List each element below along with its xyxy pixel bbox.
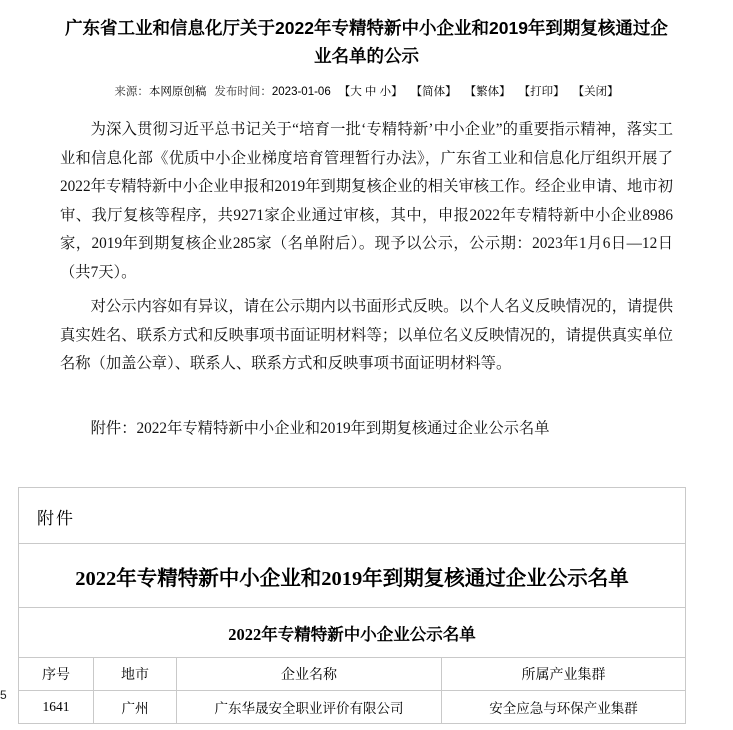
column-header-seq: 序号	[19, 658, 94, 691]
attachment-label: 附件	[19, 488, 685, 544]
print-button[interactable]: 【打印】	[518, 86, 565, 98]
document-meta-bar	[0, 84, 733, 100]
cell-company: 广东华晟安全职业评价有限公司	[177, 691, 442, 724]
publish-date-label: 发布时间：	[214, 86, 272, 98]
paragraph-1: 为深入贯彻习近平总书记关于“培育一批‘专精特新’中小企业”的重要指示精神，落实工业和信息化部《优质中小企业梯度培育管理暂行办法》，广东省工业和信息化厅组织开展了2022年专精特新中小企业申报和2019年到期复核企业的相关审核工作。经企业申请、地市初审、我厅复核等程序，共9271家企业通过审核，其中，申报2022年专精特新中小企业8986家，2019年到期复核企业285家（名单附后）。现予以公示，公示期：2023年1月6日—12日（共7天）。	[60, 121, 673, 281]
attachment-reference: 附件：2022年专精特新中小企业和2019年到期复核通过企业公示名单	[90, 419, 550, 437]
cell-cluster: 安全应急与环保产业集群	[442, 691, 686, 724]
attachment-sheet	[18, 487, 686, 724]
document-body	[0, 100, 733, 545]
column-header-cluster: 所属产业集群	[442, 658, 686, 691]
publish-date-value: 2023-01-06	[271, 86, 331, 98]
enterprise-list-table	[19, 658, 685, 724]
simplified-chinese-toggle[interactable]: 【简体】	[410, 86, 457, 98]
source-label: 来源：	[114, 86, 149, 98]
paragraph-2: 对公示内容如有异议，请在公示期内以书面形式反映。以个人名义反映情况的，请提供真实姓名、联系方式和反映事项书面证明材料等；以单位名义反映情况的，请提供真实单位名称（加盖公章）、联系人、联系方式和反映事项书面证明材料等。	[60, 298, 673, 373]
attachment-subtitle: 2022年专精特新中小企业公示名单	[19, 608, 685, 658]
table-row	[19, 691, 685, 724]
attachment-preview	[0, 487, 733, 730]
font-size-control[interactable]: 【大 中 小】	[338, 86, 403, 98]
attachment-title: 2022年专精特新中小企业和2019年到期复核通过企业公示名单	[19, 544, 685, 608]
page-title: 广东省工业和信息化厅关于2022年专精特新中小企业和2019年到期复核通过企业名单的公示	[65, 18, 668, 66]
traditional-chinese-toggle[interactable]: 【繁体】	[464, 86, 511, 98]
close-button[interactable]: 【关闭】	[572, 86, 619, 98]
column-header-company: 企业名称	[177, 658, 442, 691]
cell-seq: 1641	[19, 691, 94, 724]
gutter-row-number: 5	[0, 688, 7, 702]
cell-city: 广州	[94, 691, 177, 724]
column-header-city: 地市	[94, 658, 177, 691]
source-value: 本网原创稿	[148, 86, 207, 98]
table-header-row	[19, 658, 685, 691]
